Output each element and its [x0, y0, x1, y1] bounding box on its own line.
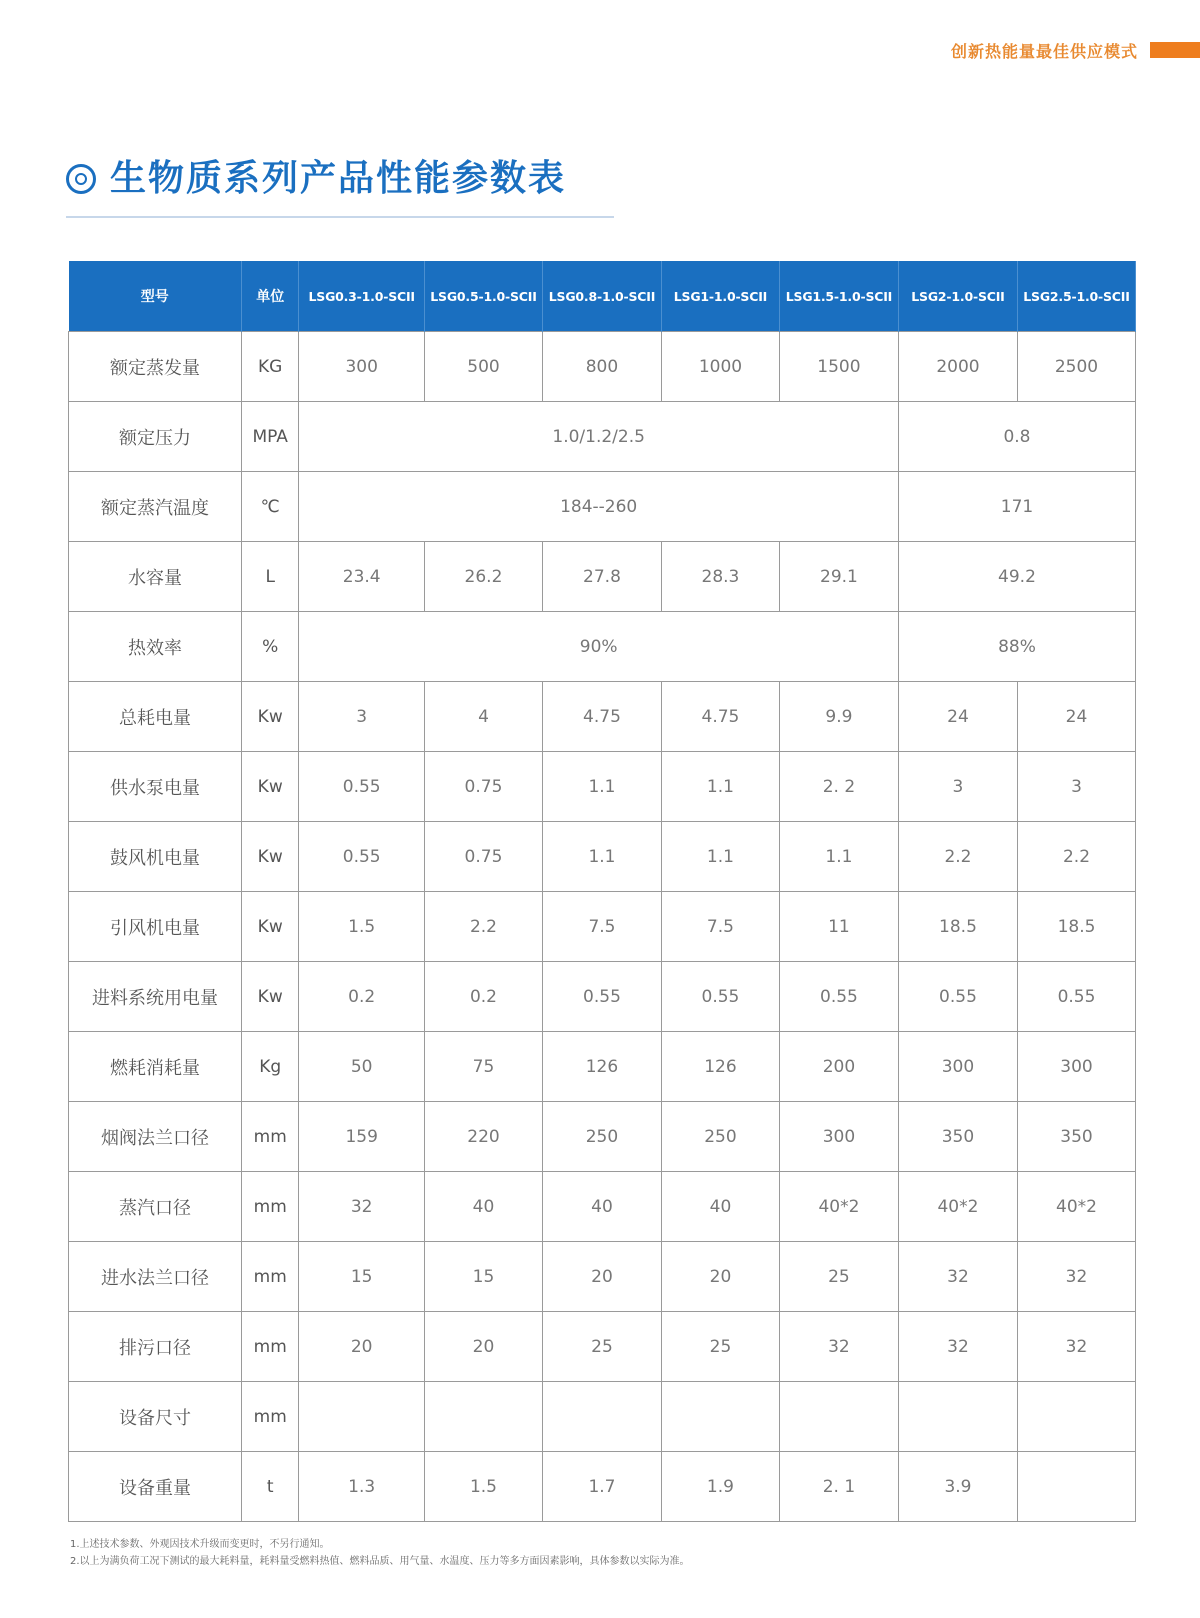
table-cell: 800	[542, 332, 661, 402]
table-cell: 300	[299, 332, 425, 402]
header-model: LSG0.8-1.0-SCII	[542, 261, 661, 332]
table-cell	[898, 1382, 1017, 1452]
table-row	[69, 332, 1136, 402]
row-label: 燃耗消耗量	[69, 1032, 242, 1102]
table-cell: 32	[1017, 1312, 1135, 1382]
table-body	[69, 332, 1136, 1522]
table-cell: 220	[425, 1102, 543, 1172]
table-row	[69, 1382, 1136, 1452]
table-cell: 184--260	[299, 472, 899, 542]
table-cell: 15	[425, 1242, 543, 1312]
table-cell: 159	[299, 1102, 425, 1172]
table-cell: 24	[898, 682, 1017, 752]
table-cell: 32	[299, 1172, 425, 1242]
table-cell: 9.9	[779, 682, 898, 752]
table-cell: 1.1	[661, 752, 779, 822]
table-cell: 0.55	[661, 962, 779, 1032]
table-cell: 1.5	[299, 892, 425, 962]
table-cell: 0.55	[1017, 962, 1135, 1032]
row-label: 设备重量	[69, 1452, 242, 1522]
footnote: 2.以上为满负荷工况下测试的最大耗料量，耗料量受燃料热值、燃料品质、用气量、水温度、压力等多方面因素影响，具体参数以实际为准。	[70, 1556, 690, 1567]
table-cell: 20	[299, 1312, 425, 1382]
table-cell: 11	[779, 892, 898, 962]
table-cell: 18.5	[898, 892, 1017, 962]
table-cell: 3	[299, 682, 425, 752]
row-label: 进料系统用电量	[69, 962, 242, 1032]
table-cell: 1500	[779, 332, 898, 402]
table-row	[69, 1452, 1136, 1522]
table-cell: 1.9	[661, 1452, 779, 1522]
table-cell: 1.7	[542, 1452, 661, 1522]
table-cell: 32	[1017, 1242, 1135, 1312]
table-cell: 7.5	[542, 892, 661, 962]
row-label: 额定蒸汽温度	[69, 472, 242, 542]
table-cell: 1.1	[779, 822, 898, 892]
row-label: 排污口径	[69, 1312, 242, 1382]
table-row	[69, 1102, 1136, 1172]
table-cell: 0.55	[299, 822, 425, 892]
row-label: 额定压力	[69, 402, 242, 472]
row-unit: mm	[242, 1102, 299, 1172]
table-cell: 0.8	[898, 402, 1135, 472]
header-model: LSG0.5-1.0-SCII	[425, 261, 543, 332]
table-cell: 40	[661, 1172, 779, 1242]
row-label: 鼓风机电量	[69, 822, 242, 892]
table-cell: 0.2	[425, 962, 543, 1032]
row-unit: ℃	[242, 472, 299, 542]
table-cell: 4	[425, 682, 543, 752]
row-label: 热效率	[69, 612, 242, 682]
table-cell: 32	[779, 1312, 898, 1382]
header-model: LSG2-1.0-SCII	[898, 261, 1017, 332]
table-row	[69, 962, 1136, 1032]
table-cell: 0.55	[542, 962, 661, 1032]
table-row	[69, 472, 1136, 542]
row-unit: Kw	[242, 752, 299, 822]
row-label: 总耗电量	[69, 682, 242, 752]
table-header-row	[69, 261, 1136, 332]
row-label: 水容量	[69, 542, 242, 612]
row-label: 蒸汽口径	[69, 1172, 242, 1242]
table-cell: 250	[661, 1102, 779, 1172]
table-cell: 49.2	[898, 542, 1135, 612]
table-cell: 2. 1	[779, 1452, 898, 1522]
table-row	[69, 542, 1136, 612]
title-underline	[66, 216, 614, 218]
row-unit: mm	[242, 1172, 299, 1242]
table-cell: 7.5	[661, 892, 779, 962]
table-cell	[779, 1382, 898, 1452]
header-tagline-group	[951, 38, 1200, 62]
row-label: 供水泵电量	[69, 752, 242, 822]
header-model: LSG0.3-1.0-SCII	[299, 261, 425, 332]
table-cell: 250	[542, 1102, 661, 1172]
table-cell: 2000	[898, 332, 1017, 402]
table-cell: 40*2	[898, 1172, 1017, 1242]
table-cell: 18.5	[1017, 892, 1135, 962]
table-cell: 500	[425, 332, 543, 402]
row-label: 烟阀法兰口径	[69, 1102, 242, 1172]
header-model-label: 型号	[69, 261, 242, 332]
table-cell: 27.8	[542, 542, 661, 612]
table-cell: 88%	[898, 612, 1135, 682]
table-cell: 350	[1017, 1102, 1135, 1172]
table-cell: 300	[898, 1032, 1017, 1102]
header-accent-bar	[1150, 42, 1200, 58]
table-row	[69, 682, 1136, 752]
table-row	[69, 402, 1136, 472]
table-row	[69, 1312, 1136, 1382]
row-unit: Kg	[242, 1032, 299, 1102]
table-cell: 32	[898, 1312, 1017, 1382]
title-block	[66, 152, 614, 218]
table-cell: 0.75	[425, 752, 543, 822]
table-cell: 200	[779, 1032, 898, 1102]
table-cell: 40	[542, 1172, 661, 1242]
table-cell: 24	[1017, 682, 1135, 752]
table-cell: 90%	[299, 612, 899, 682]
page-title: 生物质系列产品性能参数表	[110, 158, 567, 199]
row-unit: Kw	[242, 962, 299, 1032]
table-cell	[661, 1382, 779, 1452]
table-cell	[1017, 1382, 1135, 1452]
table-cell: 0.55	[299, 752, 425, 822]
table-cell: 4.75	[542, 682, 661, 752]
table-cell: 1000	[661, 332, 779, 402]
row-label: 引风机电量	[69, 892, 242, 962]
header-model: LSG1.5-1.0-SCII	[779, 261, 898, 332]
spec-table	[68, 261, 1136, 1522]
header-model: LSG2.5-1.0-SCII	[1017, 261, 1135, 332]
table-cell: 26.2	[425, 542, 543, 612]
table-cell: 1.0/1.2/2.5	[299, 402, 899, 472]
table-cell: 2500	[1017, 332, 1135, 402]
table-cell: 300	[1017, 1032, 1135, 1102]
table-cell: 0.55	[898, 962, 1017, 1032]
table-cell: 32	[898, 1242, 1017, 1312]
table-cell: 0.2	[299, 962, 425, 1032]
table-cell: 4.75	[661, 682, 779, 752]
table-cell: 2.2	[898, 822, 1017, 892]
footnotes	[70, 1536, 690, 1570]
table-cell: 50	[299, 1032, 425, 1102]
row-unit: mm	[242, 1242, 299, 1312]
row-unit: L	[242, 542, 299, 612]
table-cell: 3	[898, 752, 1017, 822]
row-unit: mm	[242, 1382, 299, 1452]
row-unit: Kw	[242, 682, 299, 752]
footnote: 1.上述技术参数、外观因技术升级而变更时，不另行通知。	[70, 1539, 330, 1550]
table-cell: 20	[542, 1242, 661, 1312]
table-cell: 75	[425, 1032, 543, 1102]
table-cell: 1.1	[661, 822, 779, 892]
table-cell: 28.3	[661, 542, 779, 612]
row-unit: Kw	[242, 892, 299, 962]
table-row	[69, 612, 1136, 682]
header-model: LSG1-1.0-SCII	[661, 261, 779, 332]
table-row	[69, 752, 1136, 822]
table-cell: 25	[661, 1312, 779, 1382]
table-cell: 40*2	[779, 1172, 898, 1242]
table-cell: 3.9	[898, 1452, 1017, 1522]
row-label: 额定蒸发量	[69, 332, 242, 402]
table-cell: 350	[898, 1102, 1017, 1172]
row-label: 进水法兰口径	[69, 1242, 242, 1312]
table-cell: 126	[661, 1032, 779, 1102]
table-cell	[1017, 1452, 1135, 1522]
table-cell: 15	[299, 1242, 425, 1312]
table-cell: 0.75	[425, 822, 543, 892]
table-row	[69, 1172, 1136, 1242]
table-cell: 25	[779, 1242, 898, 1312]
table-row	[69, 1242, 1136, 1312]
row-label: 设备尺寸	[69, 1382, 242, 1452]
table-cell: 126	[542, 1032, 661, 1102]
table-cell: 0.55	[779, 962, 898, 1032]
row-unit: KG	[242, 332, 299, 402]
target-circle-icon	[66, 164, 96, 194]
row-unit: t	[242, 1452, 299, 1522]
table-cell: 3	[1017, 752, 1135, 822]
header-tagline: 创新热能量最佳供应模式	[950, 41, 1138, 61]
table-cell	[542, 1382, 661, 1452]
table-cell: 300	[779, 1102, 898, 1172]
table-cell	[425, 1382, 543, 1452]
row-unit: MPA	[242, 402, 299, 472]
row-unit: %	[242, 612, 299, 682]
table-row	[69, 822, 1136, 892]
table-cell: 20	[425, 1312, 543, 1382]
table-cell: 1.5	[425, 1452, 543, 1522]
header-unit-label: 单位	[242, 261, 299, 332]
row-unit: Kw	[242, 822, 299, 892]
table-cell: 1.3	[299, 1452, 425, 1522]
table-cell: 25	[542, 1312, 661, 1382]
table-cell: 2.2	[425, 892, 543, 962]
table-cell: 29.1	[779, 542, 898, 612]
table-cell: 40	[425, 1172, 543, 1242]
table-cell: 20	[661, 1242, 779, 1312]
row-unit: mm	[242, 1312, 299, 1382]
table-cell: 40*2	[1017, 1172, 1135, 1242]
table-cell: 1.1	[542, 752, 661, 822]
table-cell: 1.1	[542, 822, 661, 892]
table-cell: 171	[898, 472, 1135, 542]
table-row	[69, 1032, 1136, 1102]
table-row	[69, 892, 1136, 962]
table-cell: 23.4	[299, 542, 425, 612]
table-cell	[299, 1382, 425, 1452]
table-cell: 2.2	[1017, 822, 1135, 892]
table-cell: 2. 2	[779, 752, 898, 822]
